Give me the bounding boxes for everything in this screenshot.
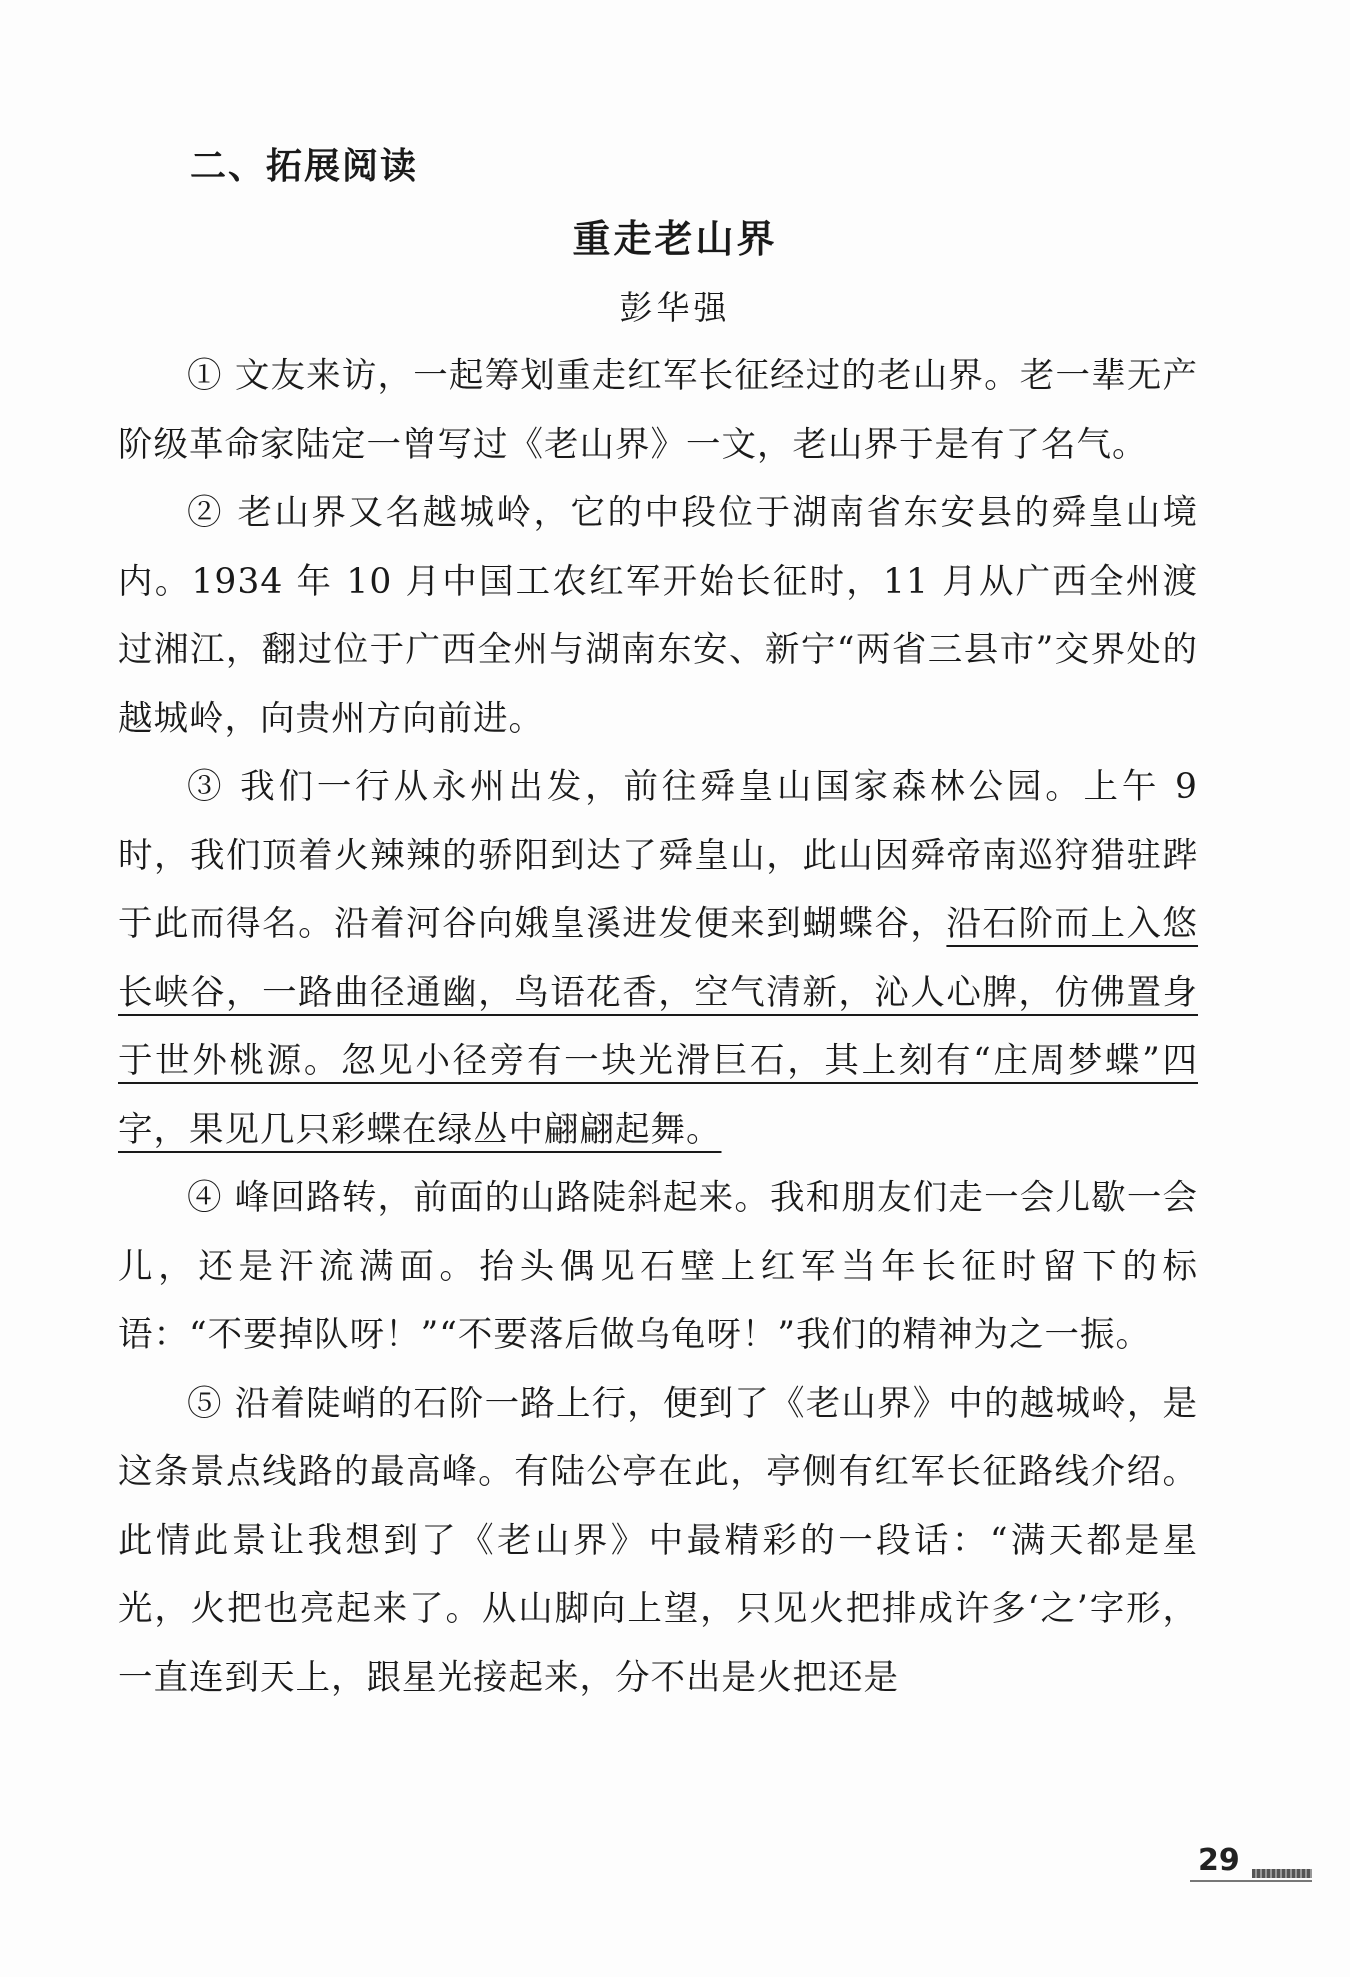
paragraph-3 xyxy=(118,753,1198,1164)
page-number: 29 xyxy=(1198,1843,1240,1878)
paragraph-2: ② 老山界又名越城岭，它的中段位于湖南省东安县的舜皇山境内。1934 年 10 月中国工农红军开始长征时，11 月从广西全州渡过湘江，翻过位于广西全州与湖南东安、新宁“两省三县市”交界处的越城岭，向贵州方向前进。 xyxy=(118,493,1198,739)
paragraph-5: ⑤ 沿着陡峭的石阶一路上行，便到了《老山界》中的越城岭，是这条景点线路的最高峰。有陆公亭在此，亭侧有红军长征路线介绍。此情此景让我想到了《老山界》中最精彩的一段话：“满天都是星光，火把也亮起来了。从山脚向上望，只见火把排成许多‘之’字形，一直连到天上，跟星光接起来，分不出是火把还是 xyxy=(118,1383,1198,1698)
page-number-decoration xyxy=(1252,1869,1312,1878)
underlined-passage: 沿石阶而上入悠长峡谷，一路曲径通幽，鸟语花香，空气清新，沁人心脾，仿佛置身于世外桃源。忽见小径旁有一块光滑巨石，其上刻有“庄周梦蝶”四字，果见几只彩蝶在绿丛中翩翩起舞。 xyxy=(118,904,1199,1150)
paragraph-4: ④ 峰回路转，前面的山路陡斜起来。我和朋友们走一会儿歇一会儿，还是汗流满面。抬头偶见石壁上红军当年长征时留下的标语：“不要掉队呀！”“不要落后做乌龟呀！”我们的精神为之一振。 xyxy=(118,1178,1198,1355)
paragraph-3-text: ③ 我们一行从永州出发，前往舜皇山国家森林公园。上午 9 时，我们顶着火辣辣的骄阳到达了舜皇山，此山因舜帝南巡狩猎驻跸于此而得名。沿着河谷向娥皇溪进发便来到蝴蝶谷， xyxy=(118,767,1198,944)
article-author: 彭华强 xyxy=(619,288,731,327)
article-title: 重走老山界 xyxy=(572,217,778,261)
paragraph-1: ① 文友来访，一起筹划重走红军长征经过的老山界。老一辈无产阶级革命家陆定一曾写过《老山界》一文，老山界于是有了名气。 xyxy=(118,356,1198,465)
article-body xyxy=(118,342,1198,1712)
page-number-rule xyxy=(1190,1880,1312,1882)
section-heading: 二、拓展阅读 xyxy=(190,146,419,187)
